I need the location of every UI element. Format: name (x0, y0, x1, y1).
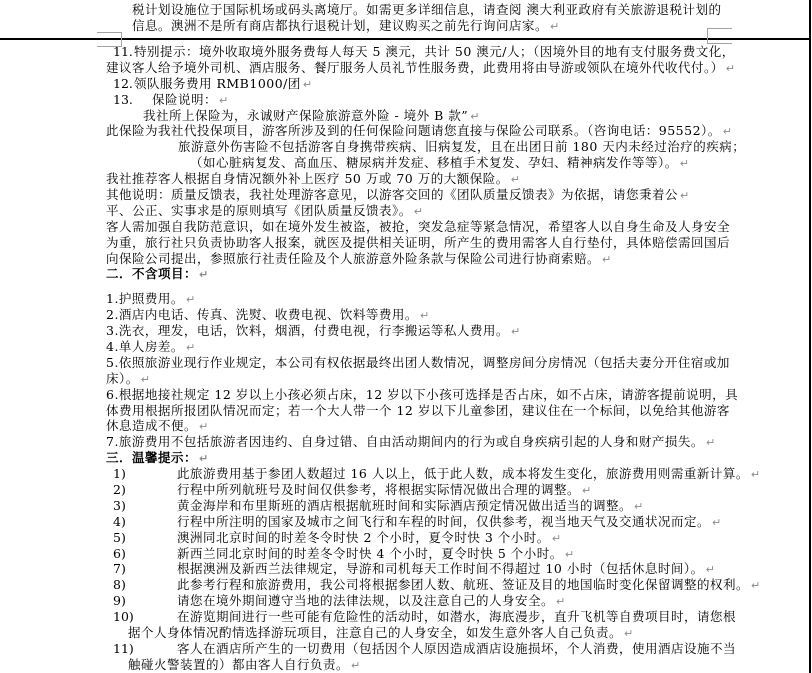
line-text: 6.根据地接社规定 12 岁以上小孩必须占床，12 岁以下小孩可选择是否占床，如不占床，请游客提前说明，具 (106, 386, 739, 402)
list-number: 12. (113, 75, 133, 91)
line-text: 此参考行程和旅游费用，我公司将根据参团人数、航班、签证及目的地国临时变化保留调整的权利。 (177, 577, 750, 593)
line-text: 特别提示：境外收取境外服务费每人每天 5 澳元，共计 50 澳元/人；（因境外目的地有支付服务费文化， (134, 43, 735, 59)
document-line (106, 219, 812, 235)
paragraph-mark-icon: ↵ (185, 341, 196, 354)
list-number: 3) (113, 497, 126, 513)
line-text: 4.单人房差。 (106, 339, 184, 354)
list-number: 6) (113, 545, 126, 561)
document-line (104, 641, 812, 657)
paragraph-mark-icon: ↵ (705, 563, 715, 577)
document-line (128, 625, 812, 641)
line-text: 休息造成不便。 (106, 418, 198, 434)
line-text: 其他说明：质量反馈表，我社处理游客意见，以游客交回的《团队质量反馈表》为依据，请您秉着公 (106, 186, 679, 202)
line-text: 体费用根据所报团队情况而定；若一个大人带一个 12 岁以下儿童参团，建议住在一个标间，以免给其他游客 (106, 402, 730, 418)
margin-mark-right (707, 28, 732, 44)
line-text: 平、公正、实事求是的原则填写《团队质量反馈表》。 (106, 202, 412, 218)
line-text: 税计划设施位于国际机场或码头离境厅。如需更多详细信息，请查阅 澳大利亚政府有关旅游退税计划的 (132, 2, 722, 17)
line-text: 黄金海岸和布里斯班的酒店根据航班时间和实际酒店预定情况做出适当的调整。 (177, 497, 633, 513)
line-text: 行程中所列航班号及时间仅供参考，将根据实际情况做出合理的调整。 (177, 482, 581, 498)
document-line (106, 387, 812, 403)
paragraph-mark-icon: ↵ (624, 627, 634, 641)
paragraph-mark-icon: ↵ (470, 109, 480, 123)
paragraph-mark-icon: ↵ (510, 325, 521, 339)
paragraph-mark-icon: ↵ (419, 309, 430, 323)
paragraph-mark-icon: ↵ (582, 484, 592, 498)
document-line (106, 307, 812, 323)
line-text: 请您在境外期间遵守当地的法律法规，以及注意自己的人身安全。 (177, 593, 555, 609)
line-text: 7.旅游费用不包括旅游者因违约、自身过错、自由活动期间内的行为或自身疾病引起的人身和财产损失。 (106, 434, 704, 450)
line-text: 行程中所注明的国家及城市之间飞行和车程的时间，仅供参考，视当地天气及交通状况而定。 (177, 513, 711, 529)
paragraph-mark-icon: ↵ (634, 499, 644, 513)
line-text: 2.酒店内电话、传真、洗熨、收费电视、饮料等费用。 (106, 307, 418, 323)
previous-page-text (0, 0, 812, 34)
paragraph-mark-icon: ↵ (680, 188, 690, 202)
document-line (104, 530, 812, 546)
line-text: 此保险为我社代投保项目，游客所涉及到的任何保险问题请您直接与保险公司联系。（咨询电话：95552）。 (106, 123, 721, 139)
current-page-text (0, 44, 812, 673)
line-text: 三．温馨提示： (106, 450, 198, 466)
document-line (104, 514, 812, 530)
document-line (104, 498, 812, 514)
paragraph-mark-icon: ↵ (602, 252, 612, 266)
paragraph-mark-icon: ↵ (725, 61, 735, 75)
paragraph-mark-icon: ↵ (712, 515, 722, 529)
document-line (106, 266, 812, 282)
document-line (106, 450, 812, 466)
document-line (106, 418, 812, 434)
document-line (106, 403, 812, 419)
blank-line (104, 282, 812, 291)
document-line (128, 657, 812, 673)
document-line (106, 123, 812, 139)
line-text: 领队服务费用 RMB1000/团 (134, 75, 301, 91)
line-text: 建议客人给予境外司机、酒店服务、餐厅服务人员礼节性服务费，此费用将由导游或领队在境外代收代付。） (106, 59, 724, 75)
document-line (104, 546, 812, 562)
list-number: 1) (113, 466, 126, 482)
paragraph-mark-icon: ↵ (751, 579, 761, 593)
paragraph-mark-icon: ↵ (705, 436, 716, 450)
document-line (132, 2, 812, 18)
line-text: 在游览期间进行一些可能有危险性的活动时，如潜水，海底漫步，直升飞机等自费项目时，请您根 (177, 609, 737, 625)
paragraph-mark-icon: ↵ (679, 157, 689, 171)
paragraph-mark-icon: ↵ (413, 204, 423, 218)
list-number: 4) (113, 513, 126, 529)
line-text: 保险说明： (152, 91, 218, 107)
line-text: 我社推荐客人根据自身情况额外补上医疗 50 万或 70 万的大额保险。 (106, 171, 509, 187)
line-text: 我社所上保险为，永诚财产保险旅游意外险 - 境外 B 款” (143, 107, 469, 123)
line-text: 客人需加强自我防范意识，如在境外发生被盗，被抢，突发急症等紧急情况，希望客人以自身生命及人身安全 (106, 218, 731, 234)
document-line (104, 593, 812, 609)
document-line (106, 235, 812, 251)
line-text: 3.洗衣，理发，电话，饮料，烟酒，付费电视，行李搬运等私人费用。 (106, 323, 509, 339)
line-text: 据个人身体情况酌情选择游玩项目，注意自己的人身安全，如发生意外客人自己负责。 (128, 625, 623, 641)
margin-mark-left (97, 32, 122, 47)
line-text: 新西兰同北京时间的时差冬令时快 4 个小时，夏令时快 5 个小时。 (177, 545, 563, 561)
line-text: 信息。澳洲不是所有商店都执行退税计划，建议购买之前先行询问店家。 (132, 17, 549, 33)
document-line (104, 577, 812, 593)
list-number: 2) (113, 482, 126, 498)
document-line (106, 434, 812, 450)
line-text: 客人在酒店所产生的一切费用（包括因个人原因造成酒店设施损坏，个人消费，使用酒店设施不当 (177, 640, 737, 656)
document-line (106, 203, 812, 219)
document-line (106, 187, 812, 203)
line-text: 5.依照旅游业现行作业规定，本公司有权依据最终出团人数情况，调整房间分房情况（包括夫妻分开住宿或加 (106, 354, 730, 370)
list-number: 5) (113, 529, 126, 545)
document-line (106, 371, 812, 387)
document-line (104, 482, 812, 498)
line-text: 澳洲同北京时间的时差冬令时快 2 个小时，夏令时快 3 个小时。 (177, 529, 550, 545)
list-number: 13. (113, 91, 133, 107)
paragraph-mark-icon: ↵ (564, 547, 575, 561)
list-number: 11) (113, 640, 134, 656)
document-line (178, 139, 812, 155)
paragraph-mark-icon: ↵ (199, 452, 209, 466)
document-line (104, 76, 812, 92)
line-text: 二．不含项目： (106, 266, 198, 282)
paragraph-mark-icon: ↵ (199, 420, 209, 434)
document-line (106, 291, 812, 307)
document-line (106, 355, 812, 371)
document-line (104, 44, 812, 60)
document-line (104, 92, 812, 108)
document-line (104, 609, 812, 625)
paragraph-mark-icon: ↵ (351, 658, 361, 672)
paragraph-mark-icon: ↵ (510, 173, 520, 187)
document-line (106, 171, 812, 187)
list-number: 7) (113, 561, 126, 577)
paragraph-mark-icon: ↵ (551, 531, 562, 545)
document-line (106, 323, 812, 339)
paragraph-mark-icon: ↵ (550, 19, 560, 33)
line-text: 触碰火警装置的）都由客人自行负责。 (128, 656, 350, 672)
document-line (143, 108, 812, 124)
paragraph-mark-icon: ↵ (750, 468, 761, 482)
line-text: 床）。 (106, 370, 139, 386)
paragraph-mark-icon: ↵ (722, 125, 732, 139)
paragraph-mark-icon: ↵ (185, 293, 196, 307)
document-line (104, 561, 812, 577)
document-line (104, 466, 812, 482)
line-text: 旅游意外伤害险不包括游客自身携带疾病、旧病复发，且在出团日前 180 天内未经过治疗的疾病； (178, 139, 746, 155)
list-number: 11. (113, 43, 133, 59)
line-text: 根据澳洲及新西兰法律规定，导游和司机每天工作时间不得超过 10 小时（包括休息时间）。 (177, 561, 704, 577)
document-line (106, 251, 812, 267)
line-text: 为重，旅行社只负责协助客人报案，就医及提供相关证明，所产生的费用需客人自行垫付，具体赔偿需回国后 (106, 234, 731, 250)
line-text: 向保险公司提出，参照旅行社责任险及个人旅游意外险条款与保险公司进行协商索赔。 (106, 250, 601, 266)
document-line (106, 60, 812, 76)
document-line (106, 339, 812, 355)
line-text: 1.护照费用。 (106, 291, 184, 307)
list-number: 9) (113, 593, 126, 609)
paragraph-mark-icon: ↵ (140, 372, 150, 386)
page-right-edge (809, 0, 811, 673)
paragraph-mark-icon: ↵ (199, 268, 209, 282)
document-line (190, 155, 812, 171)
list-number: 10) (113, 609, 134, 625)
line-text: （如心脏病复发、高血压、糖尿病并发症、移植手术复发、孕妇、精神病发作等等）。 (190, 155, 678, 171)
paragraph-mark-icon: ↵ (302, 77, 313, 91)
list-number: 8) (113, 577, 126, 593)
paragraph-mark-icon: ↵ (219, 93, 229, 107)
paragraph-mark-icon: ↵ (556, 595, 566, 609)
line-text: 此旅游费用基于参团人数超过 16 人以上，低于此人数，成本将发生变化，旅游费用则需重新计算。 (177, 466, 749, 482)
